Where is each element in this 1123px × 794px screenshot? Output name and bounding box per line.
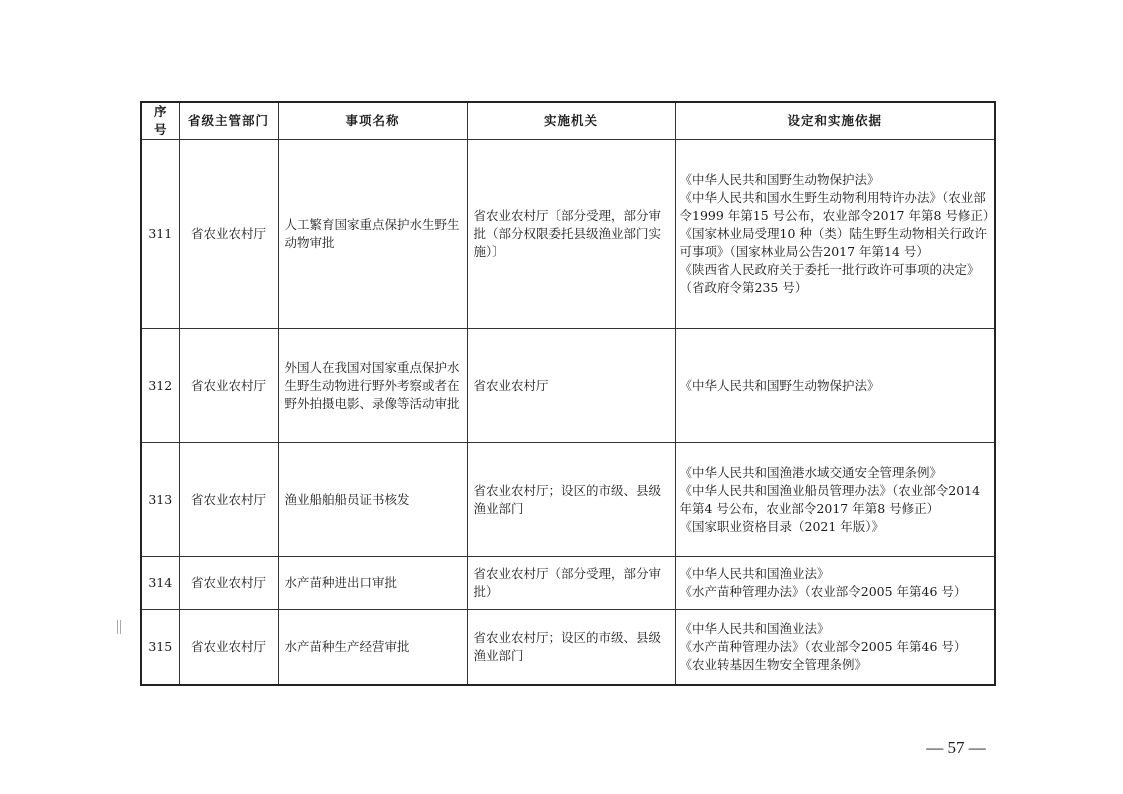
- basis-line: 《国家林业局受理10 种（类）陆生野生动物相关行政许可事项》（国家林业局公告2017 年第14 号）: [679, 226, 987, 259]
- header-agency: 实施机关: [467, 102, 675, 140]
- row-dept: 省农业农村厅: [179, 329, 278, 443]
- row-agency: 省农业农村厅〔部分受理，部分审批（部分权限委托县级渔业部门实施）〕: [467, 140, 675, 329]
- row-dept: 省农业农村厅: [179, 443, 278, 557]
- basis-line: 《中华人民共和国野生动物保护法》: [679, 377, 880, 393]
- row-agency: 省农业农村厅；设区的市级、县级渔业部门: [467, 443, 675, 557]
- row-dept: 省农业农村厅: [179, 557, 278, 610]
- row-dept: 省农业农村厅: [179, 140, 278, 329]
- basis-line: 《水产苗种管理办法》（农业部令2005 年第46 号）: [679, 584, 967, 599]
- basis-line: 《中华人民共和国野生动物保护法》: [679, 172, 880, 187]
- row-basis: [675, 610, 995, 686]
- table-header-row: [141, 102, 995, 140]
- basis-line: 《中华人民共和国渔港水域交通安全管理条例》: [679, 464, 943, 480]
- approval-items-table-container: [140, 101, 994, 686]
- row-number: 314: [141, 557, 179, 610]
- header-dept: 省级主管部门: [179, 102, 278, 140]
- row-item-name: 外国人在我国对国家重点保护水生野生动物进行野外考察或者在野外拍摄电影、录像等活动审批: [278, 329, 467, 443]
- table-row: [141, 610, 995, 686]
- row-item-name: 人工繁育国家重点保护水生野生动物审批: [278, 140, 467, 329]
- basis-line: 《中华人民共和国渔业法》: [679, 566, 830, 581]
- basis-line: 《农业转基因生物安全管理条例》: [679, 657, 868, 672]
- header-item-name: 事项名称: [278, 102, 467, 140]
- row-dept: 省农业农村厅: [179, 610, 278, 686]
- row-item-name: 水产苗种生产经营审批: [278, 610, 467, 686]
- row-number: 313: [141, 443, 179, 557]
- basis-line: 《国家职业资格目录（2021 年版）》: [679, 518, 885, 534]
- basis-line: 《水产苗种管理办法》（农业部令2005 年第46 号）: [679, 639, 967, 654]
- scan-mark: [117, 620, 121, 634]
- row-agency: 省农业农村厅（部分受理，部分审批）: [467, 557, 675, 610]
- header-seq: 序号: [141, 102, 179, 140]
- page-number: — 57 —: [926, 738, 986, 757]
- table-row: [141, 329, 995, 443]
- row-agency: 省农业农村厅；设区的市级、县级渔业部门: [467, 610, 675, 686]
- table-row: [141, 443, 995, 557]
- row-basis: [675, 443, 995, 557]
- basis-line: 《中华人民共和国渔业船员管理办法》（农业部令2014 年第4 号公布，农业部令2017 年第8 号修正）: [679, 482, 981, 516]
- row-item-name: 水产苗种进出口审批: [278, 557, 467, 610]
- table-row: [141, 140, 995, 329]
- row-item-name: 渔业船舶船员证书核发: [278, 443, 467, 557]
- basis-line: 《陕西省人民政府关于委托一批行政许可事项的决定》（省政府令第235 号）: [679, 262, 980, 295]
- row-number: 315: [141, 610, 179, 686]
- row-number: 311: [141, 140, 179, 329]
- row-basis: [675, 140, 995, 329]
- row-number: 312: [141, 329, 179, 443]
- row-basis: [675, 329, 995, 443]
- table-row: [141, 557, 995, 610]
- header-basis: 设定和实施依据: [675, 102, 995, 140]
- basis-line: 《中华人民共和国渔业法》: [679, 621, 830, 636]
- basis-line: 《中华人民共和国水生野生动物利用特许办法》（农业部令1999 年第15 号公布，农业部令2017 年第8 号修正）: [679, 190, 996, 223]
- row-agency: 省农业农村厅: [467, 329, 675, 443]
- row-basis: [675, 557, 995, 610]
- approval-items-table: [140, 101, 996, 686]
